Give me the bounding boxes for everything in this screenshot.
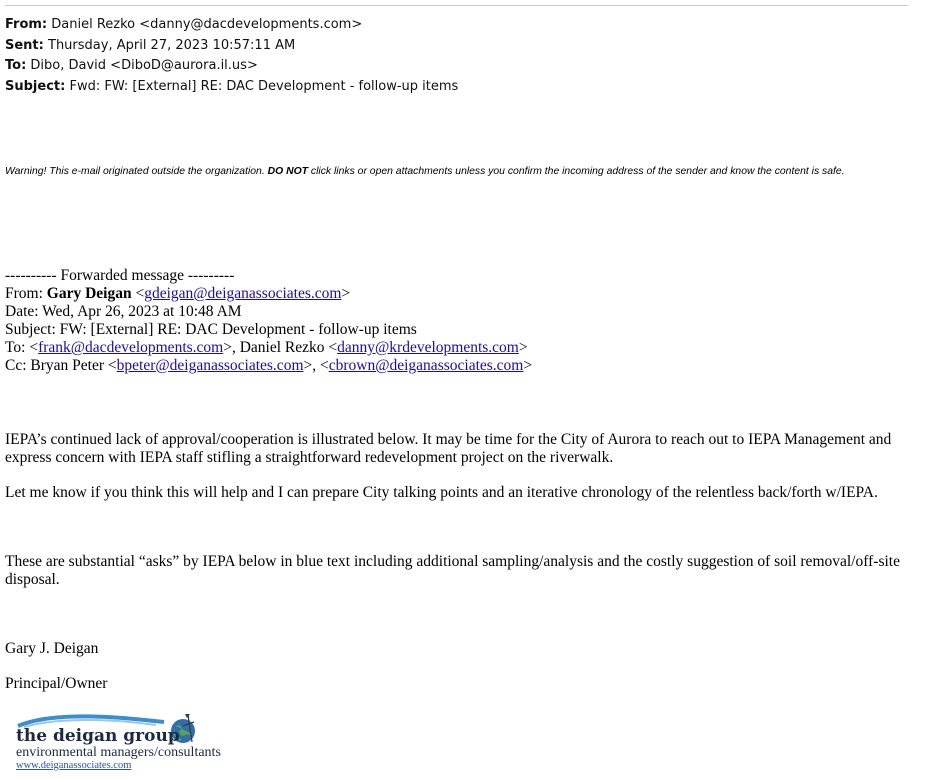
forwarded-message-header (5, 267, 532, 375)
header-to-value: Dibo, David <DiboD@aurora.il.us> (30, 58, 258, 73)
forwarded-to: To: <frank@dacdevelopments.com>, Daniel Rezko <danny@krdevelopments.com> (5, 339, 528, 356)
forwarded-cc: Cc: Bryan Peter <bpeter@deiganassociates.com>, <cbrown@deiganassociates.com> (5, 357, 533, 374)
header-from-value: Daniel Rezko <danny@dacdevelopments.com> (51, 17, 363, 32)
header-subject: Subject: Fwd: FW: [External] RE: DAC Development - follow-up items (5, 78, 459, 94)
cc-email-link-2[interactable]: cbrown@deiganassociates.com (328, 357, 524, 374)
header-subject-value: Fwd: FW: [External] RE: DAC Development - follow-up items (69, 78, 459, 94)
forwarded-date: Date: Wed, Apr 26, 2023 at 10:48 AM (5, 303, 242, 320)
warning-emphasis: DO NOT (267, 166, 309, 177)
forwarded-subject: Subject: FW: [External] RE: DAC Development - follow-up items (5, 321, 417, 338)
body-paragraph-2: Let me know if you think this will help and I can prepare City talking points and an iterative chronology of the relentless back/forth w/IEPA. (5, 484, 878, 501)
header-from: From: Daniel Rezko <danny@dacdevelopments.com> (5, 17, 363, 32)
header-divider (5, 5, 908, 6)
body-paragraph-1: IEPA’s continued lack of approval/cooperation is illustrated below. It may be time for the City of Aurora to reach out to IEPA Management and express concern with IEPA staff stifling a straightforward redevelopment project on the riverwalk. (5, 431, 892, 466)
company-logo (12, 712, 242, 776)
logo-website-link[interactable]: www.deiganassociates.com (16, 760, 132, 771)
to-email-link-1[interactable]: frank@dacdevelopments.com (38, 339, 224, 356)
email-header (5, 15, 458, 97)
header-to: To: Dibo, David <DiboD@aurora.il.us> (5, 58, 258, 73)
body-paragraph-3: These are substantial “asks” by IEPA below in blue text including additional sampling/analysis and the costly suggestion of soil removal/off-site disposal. (5, 553, 900, 588)
forwarded-sender-name: Gary Deigan (46, 285, 132, 302)
logo-company-name: the deigan group (16, 726, 180, 746)
logo-tagline: environmental managers/consultants (16, 745, 221, 760)
sender-email-link[interactable]: gdeigan@deiganassociates.com (144, 285, 342, 302)
cc-email-link-1[interactable]: bpeter@deiganassociates.com (116, 357, 304, 374)
signature-title: Principal/Owner (5, 675, 108, 692)
header-sent-value: Thursday, April 27, 2023 10:57:11 AM (48, 37, 296, 53)
to-email-link-2[interactable]: danny@krdevelopments.com (337, 339, 519, 356)
header-sent: Sent: Thursday, April 27, 2023 10:57:11 AM (5, 37, 296, 53)
external-warning: Warning! This e-mail originated outside the organization. DO NOT click links or open attachments unless you confirm the incoming address of the sender and know the content is safe. (5, 166, 845, 177)
signature-name: Gary J. Deigan (5, 640, 99, 657)
forwarded-divider: ---------- Forwarded message --------- (5, 267, 235, 284)
forwarded-from: From: Gary Deigan <gdeigan@deiganassociates.com> (5, 285, 351, 302)
